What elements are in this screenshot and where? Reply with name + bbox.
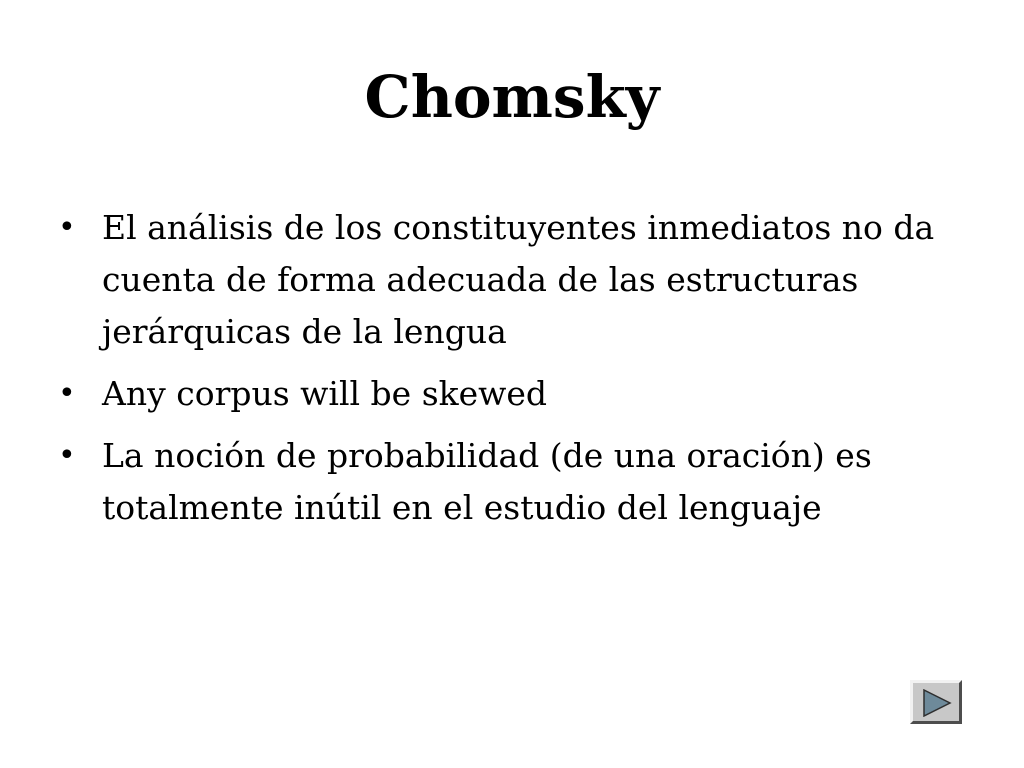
play-arrow-icon [922, 689, 952, 717]
slide-title: Chomsky [364, 63, 660, 131]
bullet-item-3 [56, 430, 956, 534]
next-slide-button[interactable] [910, 680, 962, 724]
bullet-text: El análisis de los constituyentes inmediatos no da cuenta de forma adecuada de las estructuras jerárquicas de la lengua [102, 208, 935, 351]
bullet-marker: • [58, 376, 76, 411]
bullet-item-1 [56, 202, 956, 358]
bullet-list [56, 202, 956, 544]
bullet-text: La noción de probabilidad (de una oración) es totalmente inútil en el estudio del lenguaje [102, 436, 872, 527]
bullet-text: Any corpus will be skewed [102, 374, 548, 413]
bullet-marker: • [58, 438, 76, 473]
bullet-marker: • [58, 210, 76, 245]
bullet-item-2 [56, 368, 956, 420]
